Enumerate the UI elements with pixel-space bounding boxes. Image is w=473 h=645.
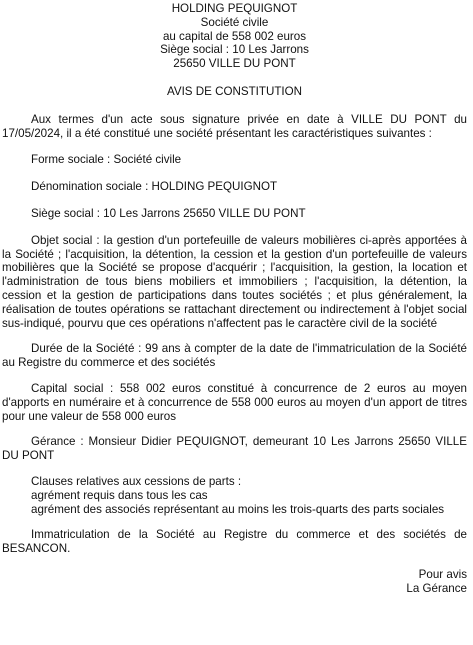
intro-paragraph: Aux termes d'un acte sous signature privée en date à VILLE DU PONT du 17/05/2024, il a été constitué une société présentant les caractéristiques suivantes : (2, 112, 467, 140)
clauses-line-1: agrément requis dans tous les cas (31, 488, 208, 502)
signature-line-1: Pour avis (418, 567, 467, 581)
duree-paragraph: Durée de la Société : 99 ans à compter de la date de l'immatriculation de la Société au Registre du commerce et des sociétés (2, 342, 467, 370)
signature-block (2, 568, 467, 596)
notice-title: AVIS DE CONSTITUTION (166, 84, 303, 98)
company-form: Société civile (200, 15, 269, 29)
objet-social-paragraph: Objet social : la gestion d'un portefeuille de valeurs mobilières ci-après apportées à la Société ; l'acquisition, la détention, la cession et la gestion d'un portefeuille de valeurs mobilières que la Société se propose d'acquérir ; l'acquisition, la gestion, la location et l'administration de tous biens mobiliers et immobiliers ; l'acquisition, la détention, la cession et la gestion de participations dans toutes sociétés ; et plus généralement, la réalisation de toutes opérations se rattachant directement ou indirectement à l'objet social sus-indiqué, pourvu que ces opérations n'affectent pas le caractère civil de la société (2, 233, 467, 330)
company-city: 25650 VILLE DU PONT (173, 57, 296, 71)
capital-paragraph: Capital social : 558 002 euros constitué à concurrence de 2 euros au moyen d'apports en numéraire et à concurrence de 558 000 euros au moyen d'un apport de titres pour une valeur de 558 000 euros (2, 381, 467, 423)
company-name: HOLDING PEQUIGNOT (171, 2, 298, 15)
company-office: Siège social : 10 Les Jarrons (160, 43, 309, 57)
siege-social: Siège social : 10 Les Jarrons 25650 VILLE DU PONT (31, 206, 306, 220)
clauses-line-2: agrément des associés représentant au moins les trois-quarts des parts sociales (31, 502, 445, 516)
denomination-sociale: Dénomination sociale : HOLDING PEQUIGNOT (31, 180, 278, 194)
forme-sociale: Forme sociale : Société civile (31, 153, 182, 167)
gerance-paragraph: Gérance : Monsieur Didier PEQUIGNOT, demeurant 10 Les Jarrons 25650 VILLE DU PONT (2, 435, 467, 463)
clauses-block (2, 475, 467, 516)
clauses-heading: Clauses relatives aux cessions de parts : (31, 474, 242, 488)
immatriculation-paragraph: Immatriculation de la Société au Registre du commerce et des sociétés de BESANCON. (2, 528, 467, 556)
company-capital: au capital de 558 002 euros (162, 29, 307, 43)
signature-line-2: La Gérance (406, 581, 467, 595)
